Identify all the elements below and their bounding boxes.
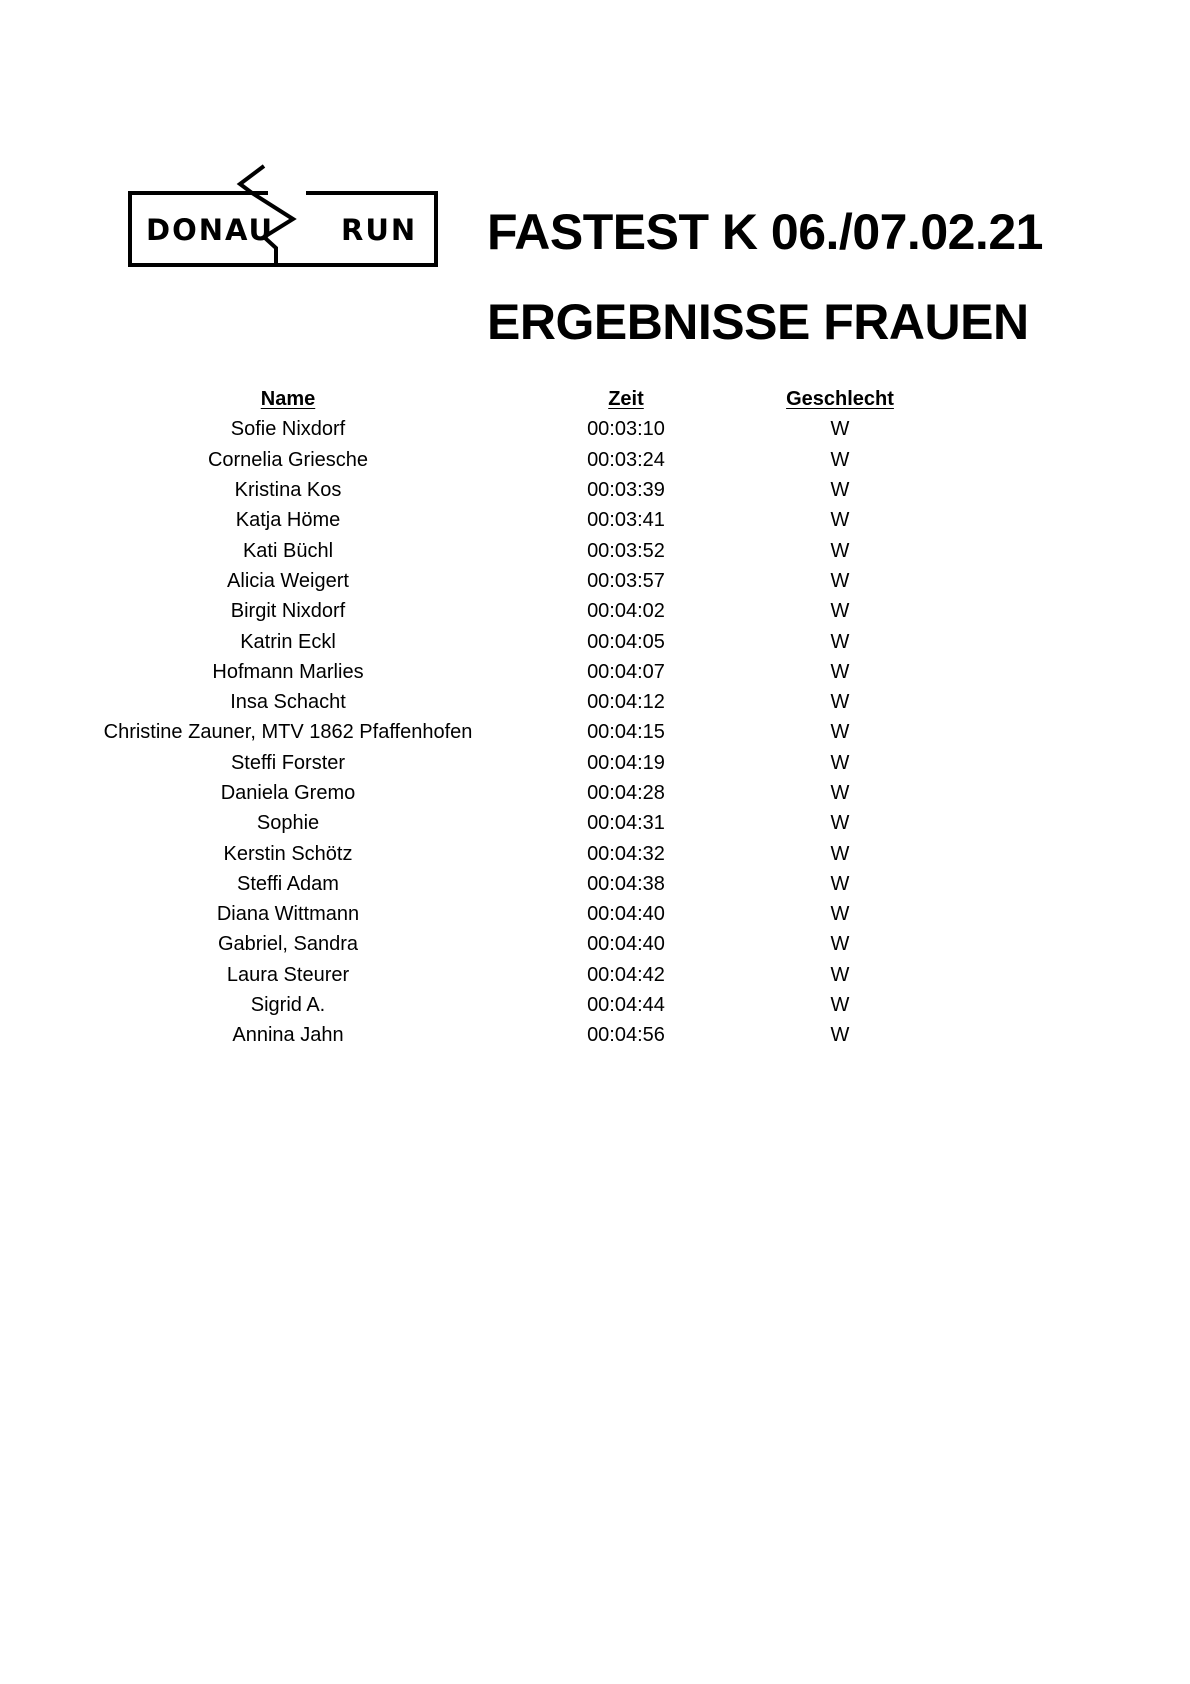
cell-geschlecht: W <box>830 540 850 561</box>
cell-zeit: 00:04:02 <box>587 601 665 622</box>
table-row <box>96 596 936 626</box>
table-row <box>96 899 936 929</box>
table-row <box>96 1020 936 1050</box>
cell-zeit: 00:04:42 <box>587 964 665 985</box>
header-name: Name <box>260 389 316 410</box>
cell-zeit: 00:04:40 <box>587 934 665 955</box>
cell-geschlecht: W <box>830 570 850 591</box>
cell-geschlecht: W <box>830 661 850 682</box>
cell-name: Alicia Weigert <box>227 570 349 591</box>
results-table <box>96 384 936 1051</box>
cell-zeit: 00:04:40 <box>587 904 665 925</box>
cell-geschlecht: W <box>830 631 850 652</box>
table-row <box>96 626 936 656</box>
cell-zeit: 00:04:38 <box>587 873 665 894</box>
cell-geschlecht: W <box>830 510 850 531</box>
logo-word-run: RUN <box>341 213 418 247</box>
event-title: FASTEST K 06./07.02.21 <box>487 204 1043 260</box>
table-row <box>96 808 936 838</box>
cell-zeit: 00:04:15 <box>587 722 665 743</box>
cell-name: Cornelia Griesche <box>207 449 369 470</box>
cell-name: Christine Zauner, MTV 1862 Pfaffenhofen <box>103 722 473 743</box>
cell-name: Birgit Nixdorf <box>230 601 346 622</box>
cell-geschlecht: W <box>830 843 850 864</box>
cell-zeit: 00:04:32 <box>587 843 665 864</box>
header-geschlecht: Geschlecht <box>786 389 894 410</box>
table-row <box>96 929 936 959</box>
table-row <box>96 657 936 687</box>
table-row <box>96 869 936 899</box>
cell-name: Steffi Forster <box>230 752 346 773</box>
cell-zeit: 00:03:41 <box>587 510 665 531</box>
cell-zeit: 00:03:24 <box>587 449 665 470</box>
results-title: ERGEBNISSE FRAUEN <box>487 294 1029 350</box>
donau-run-logo <box>128 164 440 274</box>
table-row <box>96 838 936 868</box>
cell-geschlecht: W <box>830 1025 850 1046</box>
cell-zeit: 00:04:19 <box>587 752 665 773</box>
cell-geschlecht: W <box>830 722 850 743</box>
table-row <box>96 505 936 535</box>
cell-name: Steffi Adam <box>237 873 339 894</box>
table-row <box>96 990 936 1020</box>
table-row <box>96 717 936 747</box>
cell-zeit: 00:03:52 <box>587 540 665 561</box>
table-row <box>96 566 936 596</box>
table-row <box>96 475 936 505</box>
cell-zeit: 00:04:07 <box>587 661 665 682</box>
cell-geschlecht: W <box>830 904 850 925</box>
table-row <box>96 414 936 444</box>
logo-word-donau: DONAU <box>146 213 275 247</box>
cell-name: Kristina Kos <box>234 480 342 501</box>
cell-geschlecht: W <box>830 692 850 713</box>
table-row <box>96 778 936 808</box>
cell-name: Sophie <box>256 813 320 834</box>
cell-name: Laura Steurer <box>226 964 350 985</box>
cell-geschlecht: W <box>830 873 850 894</box>
table-row <box>96 535 936 565</box>
cell-zeit: 00:04:05 <box>587 631 665 652</box>
cell-name: Katja Höme <box>235 510 341 531</box>
cell-zeit: 00:04:44 <box>587 995 665 1016</box>
cell-zeit: 00:04:12 <box>587 692 665 713</box>
cell-geschlecht: W <box>830 419 850 440</box>
table-header-row <box>96 384 936 414</box>
cell-name: Insa Schacht <box>230 692 346 713</box>
cell-geschlecht: W <box>830 783 850 803</box>
cell-name: Kati Büchl <box>242 540 334 561</box>
cell-name: Sofie Nixdorf <box>230 419 346 440</box>
cell-geschlecht: W <box>830 995 850 1016</box>
cell-name: Hofmann Marlies <box>212 661 364 682</box>
cell-geschlecht: W <box>830 480 850 501</box>
cell-name: Annina Jahn <box>232 1025 344 1046</box>
cell-geschlecht: W <box>830 934 850 955</box>
cell-name: Diana Wittmann <box>216 904 360 925</box>
table-row <box>96 687 936 717</box>
cell-name: Sigrid A. <box>250 995 326 1016</box>
cell-geschlecht: W <box>830 964 850 985</box>
cell-name: Gabriel, Sandra <box>217 934 359 955</box>
cell-zeit: 00:03:39 <box>587 480 665 501</box>
cell-zeit: 00:04:56 <box>587 1025 665 1046</box>
cell-name: Daniela Gremo <box>220 783 356 803</box>
cell-zeit: 00:04:31 <box>587 813 665 834</box>
cell-geschlecht: W <box>830 813 850 834</box>
cell-zeit: 00:03:57 <box>587 570 665 591</box>
table-row <box>96 748 936 778</box>
cell-name: Katrin Eckl <box>240 631 336 652</box>
cell-geschlecht: W <box>830 601 850 622</box>
table-row <box>96 960 936 990</box>
cell-zeit: 00:03:10 <box>587 419 665 440</box>
cell-geschlecht: W <box>830 752 850 773</box>
cell-geschlecht: W <box>830 449 850 470</box>
cell-zeit: 00:04:28 <box>587 783 665 803</box>
table-row <box>96 445 936 475</box>
cell-name: Kerstin Schötz <box>223 843 353 864</box>
table-body <box>96 414 936 1050</box>
header-zeit: Zeit <box>608 389 644 410</box>
